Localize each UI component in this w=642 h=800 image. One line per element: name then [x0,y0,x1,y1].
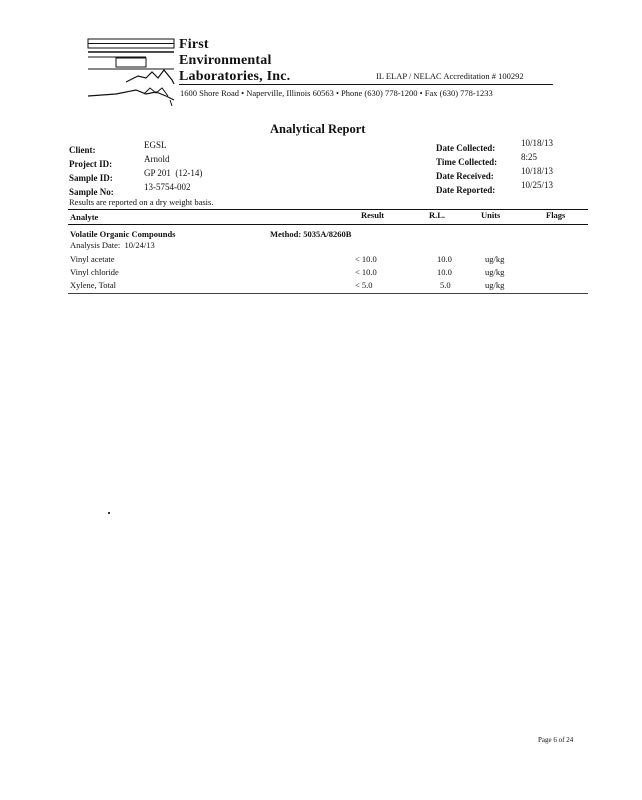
lab-address: 1600 Shore Road • Naperville, Illinois 60563 • Phone (630) 778-1200 • Fax (630) 778-1233 [180,88,493,98]
row-result: < 5.0 [355,280,373,290]
table-row [0,280,642,293]
date-received-label: Date Received: [436,171,494,181]
page-number: Page 6 of 24 [538,736,574,744]
client-value: EGSL [144,140,167,150]
table-bottom-rule [68,293,588,294]
sample-id-label: Sample ID: [69,173,113,183]
project-id-label: Project ID: [69,159,113,169]
lab-name [179,37,290,85]
analysis-date: Analysis Date: 10/24/13 [70,240,155,250]
date-reported-label: Date Reported: [436,185,496,195]
col-header-flags: Flags [546,210,566,220]
row-rl: 5.0 [440,280,451,290]
lab-name-line-3: Laboratories, Inc. [179,69,291,84]
row-result: < 10.0 [355,267,377,277]
lab-logo-graphic [86,36,178,106]
row-analyte: Vinyl chloride [70,267,119,277]
date-reported-value: 10/25/13 [521,180,554,190]
col-header-units: Units [481,210,501,220]
row-units: ug/kg [485,280,505,290]
date-collected-value: 10/18/13 [521,138,554,148]
row-rl: 10.0 [437,254,452,264]
time-collected-value: 8:25 [521,152,538,162]
scan-speck [108,512,110,514]
table-row [0,267,642,280]
sample-id-value: GP 201 (12-14) [144,168,203,178]
time-collected-label: Time Collected: [436,157,498,167]
row-analyte: Vinyl acetate [70,254,115,264]
lab-name-line-2: Environmental [179,53,272,68]
col-header-result: Result [361,210,385,220]
basis-note: Results are reported on a dry weight basis. [69,197,214,207]
sample-no-label: Sample No: [69,187,114,197]
row-units: ug/kg [485,267,505,277]
project-id-value: Arnold [144,154,170,164]
date-received-value: 10/18/13 [521,166,554,176]
row-result: < 10.0 [355,254,377,264]
accreditation: IL ELAP / NELAC Accreditation # 100292 [376,71,524,81]
lab-name-line-1: First [179,37,209,52]
header-rule [179,84,553,85]
sample-no-value: 13-5754-002 [144,182,191,192]
date-reported-row [436,180,554,198]
table-header-rule [68,224,588,225]
row-rl: 10.0 [437,267,452,277]
col-header-analyte: Analyte [70,212,99,222]
compound-group: Volatile Organic Compounds [70,229,176,239]
col-header-rl: R.L. [429,210,446,220]
row-analyte: Xylene, Total [70,280,116,290]
row-units: ug/kg [485,254,505,264]
table-top-rule [68,209,588,210]
method: Method: 5035A/8260B [270,229,352,239]
report-title: Analytical Report [270,122,366,136]
date-collected-label: Date Collected: [436,143,496,153]
table-row [0,254,642,267]
client-label: Client: [69,145,96,155]
